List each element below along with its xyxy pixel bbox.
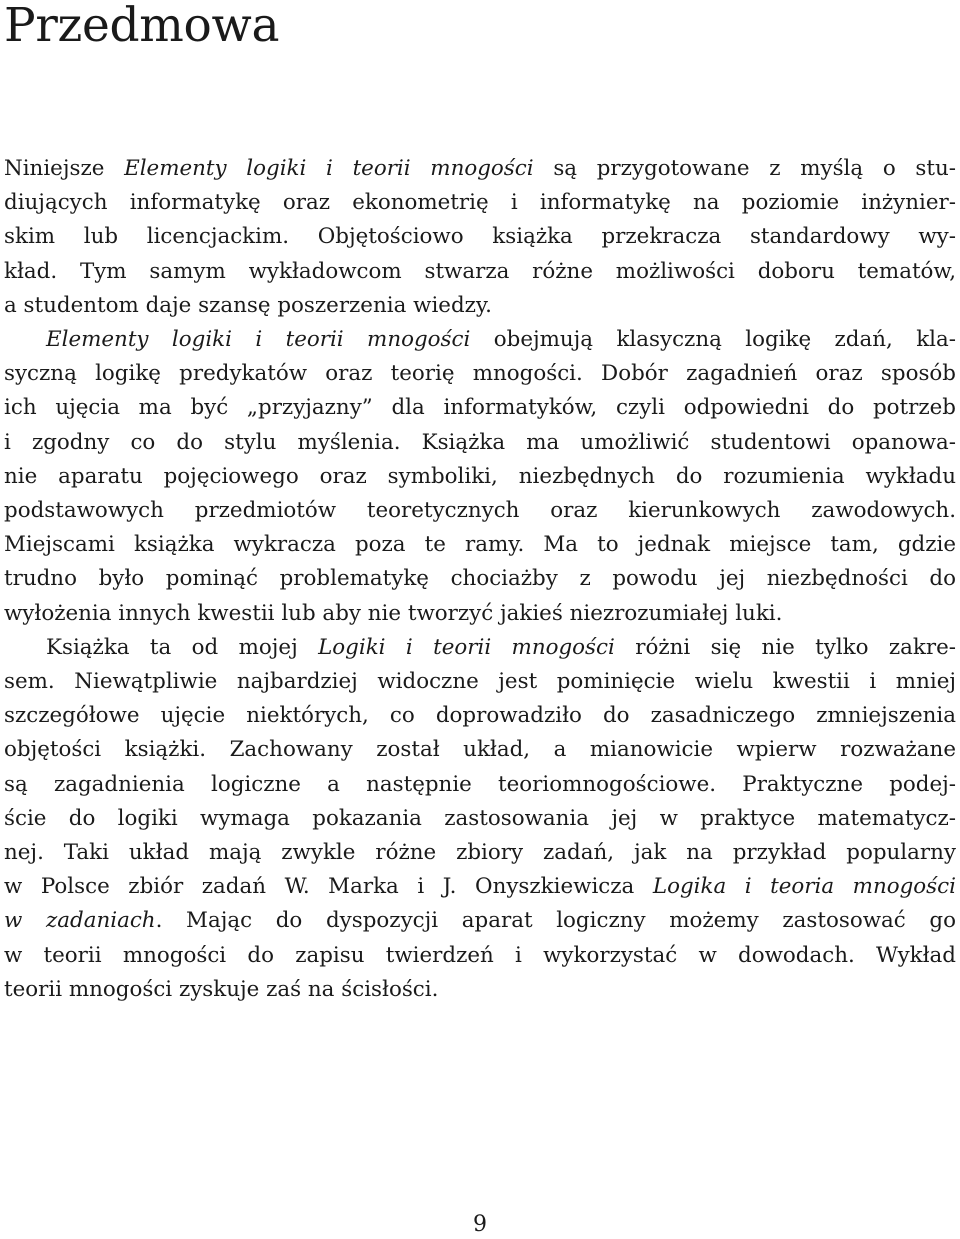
paragraph-line: trudno było pominąć problematykę chociażby z powodu jej niezbędności do [4,566,956,592]
italic-title: Logika i teoria mnogości [652,874,956,900]
paragraph-line: nej. Taki układ mają zwykle różne zbiory zadań, jak na przykład popularny [4,840,956,866]
italic-title: Elementy logiki i teorii mnogości [124,156,534,181]
paragraph-line: nie aparatu pojęciowego oraz symboliki, niezbędnych do rozumienia wykładu [4,463,956,489]
paragraph-line: w Polsce zbiór zadań W. Marka i J. Onyszkiewicza Logika i teoria mnogości [4,874,956,900]
italic-title: w zadaniach [4,908,156,934]
paragraph-line: teorii mnogości zyskuje zaś na ścisłości. [4,976,439,1002]
italic-title: Logiki i teorii mnogości [318,634,615,660]
paragraph-line: skim lub licencjackim. Objętościowo książka przekracza standardowy wy- [4,224,956,250]
paragraph-line: syczną logikę predykatów oraz teorię mnogości. Dobór zagadnień oraz sposób [4,361,956,387]
paragraph-line: są zagadnienia logiczne a następnie teoriomnogościowe. Praktyczne podej- [4,771,956,797]
paragraph-3 [4,631,956,1007]
chapter-title: Przedmowa [4,0,280,53]
paragraph-line: w zadaniach. Mając do dyspozycji aparat logiczny możemy zastosować go [4,908,956,934]
paragraph-line: Elementy logiki i teorii mnogości obejmują klasyczną logikę zdań, kla- [46,327,956,353]
paragraph-line: sem. Niewątpliwie najbardziej widoczne jest pominięcie wielu kwestii i mniej [4,669,956,695]
paragraph-line: objętości książki. Zachowany został układ, a mianowicie wpierw rozważane [4,737,956,763]
paragraph-line: ście do logiki wymaga pokazania zastosowania jej w praktyce matematycz- [4,805,956,831]
document-page [4,0,956,1239]
paragraph-2 [4,323,956,631]
paragraph-line: w teorii mnogości do zapisu twierdzeń i wykorzystać w dowodach. Wykład [4,942,956,968]
paragraph-line: Niniejsze Elementy logiki i teorii mnogości są przygotowane z myślą o stu- [4,156,956,181]
body-text [4,152,956,1007]
page-number: 9 [473,1212,487,1237]
paragraph-line: kład. Tym samym wykładowcom stwarza różne możliwości doboru tematów, [4,258,956,284]
paragraph-line: ich ujęcia ma być „przyjazny” dla informatyków, czyli odpowiedni do potrzeb [4,395,956,421]
paragraph-line: a studentom daje szansę poszerzenia wiedzy. [4,292,492,318]
paragraph-line: Książka ta od mojej Logiki i teorii mnogości różni się nie tylko zakre- [46,634,956,660]
paragraph-line: podstawowych przedmiotów teoretycznych oraz kierunkowych zawodowych. [4,498,956,524]
paragraph-line: szczegółowe ujęcie niektórych, co doprowadziło do zasadniczego zmniejszenia [4,703,956,729]
paragraph-1 [4,152,956,323]
paragraph-line: wyłożenia innych kwestii lub aby nie tworzyć jakieś niezrozumiałej luki. [4,600,783,626]
paragraph-line: i zgodny co do stylu myślenia. Książka ma umożliwić studentowi opanowa- [4,429,956,455]
italic-title: Elementy logiki i teorii mnogości [46,327,471,353]
paragraph-line: diujących informatykę oraz ekonometrię i informatykę na poziomie inżynier- [4,190,956,216]
paragraph-line: Miejscami książka wykracza poza te ramy. Ma to jednak miejsce tam, gdzie [4,532,956,558]
